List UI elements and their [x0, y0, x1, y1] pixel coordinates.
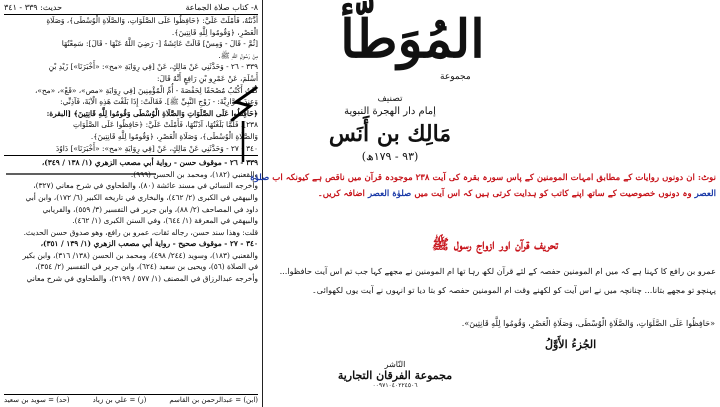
- footnote-line: ٣٤٠ - ٢٧ - موقوف صحيح - رواية أبي مصعب الزهري (١/ ١٣٩ / ٣٥١)،: [40, 239, 258, 249]
- notes-divider: [4, 155, 258, 156]
- left-page: [4, 2, 258, 405]
- footnote-line: في الصلاة (٥٦)، ويحيى بن سعيد (٦٢٤)، وابن جرير في التفسير (٢/ ٣٥٤)،: [35, 262, 258, 272]
- section-heading: تحریف قرآن اور ازواج رسول ﷺ: [432, 237, 558, 253]
- footnote-line: وأخرجه النسائي في مسند عائشة (٨٠)، والطحاوي في شرح معاني (٣٢٧)،: [33, 181, 258, 191]
- note-line: [250, 170, 716, 186]
- hadith-line: أَسْلَمَ، عَنْ عَمْرِو بْنِ رَافِعٍ أَنَّهُ قَالَ:: [157, 73, 258, 83]
- hadith-text: [4, 15, 258, 154]
- footnote-line: والقعنبي (١٨٣)، وسويد (٢٤٤/ ٤٩٨)، ومحمد بن الحسن (١٣٨/ ٣١٦)، وابن بكير: [22, 250, 258, 260]
- author-dates: (٩٣ - ١٧٩ھ): [361, 150, 419, 163]
- hadith-line: ٣٤٠ - ٢٧ - وَحَدَّثَنِي عَنْ مَالِكٍ، عَنْ [فِي رِوَايَةِ «مح»: «أَخْبَرَنَا»] دَاوُدَ: [55, 143, 258, 153]
- body-line: عمرو بن رافع کا کہنا ہے کہ میں ام المومنین حفصہ کے لئے قرآن لکھ رہا تھا ام المومنین نے مجھے کہا جب تم اس آیت حافظوا...: [279, 266, 716, 276]
- hadith-line: ٣٣٩ - ٢٦ - وَحَدَّثَنِي عَنْ مَالِكٍ، عَنْ [فِي رِوَايَةِ «مح»: «أَخْبَرَنَا»] زَيْدِ بْنِ: [48, 62, 258, 72]
- publisher-name: مجموعة الفرقان التجارية: [337, 369, 453, 382]
- hadith-line: أَذَّنَتُهُ، فَأَمْلَتْ عَلَيَّ: ﴿حَافِظُوا عَلَى الصَّلَوَاتِ، وَالصَّلَاةِ الْوُسْطَى﴾، وَصَلَاةِ: [46, 16, 258, 25]
- note-keyword: العصر: [694, 189, 716, 199]
- publisher-phone: ٠٠٩٧١٠٤٠٢٢٤٥٠٦: [372, 382, 418, 389]
- hadith-line: وَالصَّلَاةِ الْوُسْطَى﴾، وَصَلَاةِ الْعَصْرِ، ﴿وَقُومُوا لِلَّهِ قَانِتِينَ﴾.: [90, 131, 258, 141]
- footnote-line: والبيهقي في الكبرى (٢/ ٤٦٢)، والبخاري في تاريخه الكبير (٦/ ١٧٢)، وابن أبي: [25, 192, 258, 202]
- footnote-line: وأخرجه عبدالرزاق في المصنف (١/ ٥٧٧ / ٢١٩٩)، والطحاوي في شرح معاني: [26, 274, 258, 284]
- title-ornament-text: مجموعة: [440, 72, 471, 82]
- footnote-line: داود في المصاحف (٢/ ٨٨)، وابن جرير في التفسير (٣/ ٥٥٩)، والفريابي: [42, 204, 258, 214]
- hadith-line-verse: ﴿حَافِظُوا عَلَى الصَّلَوَاتِ وَالصَّلَاةِ الْوُسْطَى وَقُومُوا لِلَّهِ قَانِتِينَ﴾ [البقرة:: [46, 108, 258, 118]
- footer-abbrev: (ابن) = عبدالرحمن بن القاسم: [169, 396, 258, 404]
- hadith-line: الْعَصْرِ، ﴿وَقُومُوا لِلَّهِ قَانِتِينَ﴾.: [171, 27, 258, 37]
- hadith-line: ٢٣٨]. فَلَمَّا بَلَغْتُهَا، آذَنْتُهَا، فَأَمْلَتْ عَلَيَّ: ﴿حَافِظُوا عَلَى الصَّلَوَاتِ: [72, 120, 258, 130]
- footnote-line: ٣٣٩ - ٢٦ - موقوف حسن - رواية أبي مصعب الزهري (١/ ١٣٨ / ٣٤٩)،: [41, 158, 258, 168]
- footnote-line: قلت: وهذا سند حسن، رجاله ثقات، عمرو بن رافع، وهو صدوق حسن الحديث.: [23, 227, 258, 237]
- note-text: نوٹ: ان دونوں روایات کے مطابق امہات المومنین کے پاس سورہ بقرہ کی آیت ۲۳۸ موجودہ قرآن میں ناقص ہے کیونکہ اب: [272, 173, 716, 183]
- hadith-line: [ثُمَّ - قَالَ - وَمِسْ] قَالَتْ عَائِشَةُ [- رَضِيَ اللَّهُ عَنْهَا - قَالَ]: سَمِعْتُهَا: [61, 39, 258, 49]
- volume-label: الجُزءُ الأَوَّلُ: [545, 338, 597, 351]
- left-header-hadith-range: حديث: ٣٣٩ - ٣٤١: [4, 3, 63, 12]
- footer-abbrev: (حد) = سويد بن سعيد: [4, 396, 70, 404]
- publisher-label: النّاشر: [384, 360, 406, 369]
- hadith-line: وَعِندَ سَوَّارِيَّةَ: - زَوْجِ النَّبِيِّ ﷺ]. فَقَالَتْ: إِذَا بَلَغْتَ هَذِهِ الْآيَةَ، فَآذِنِّي:: [60, 97, 258, 107]
- footnote-line: والقعنبي (١٨٢)، ومحمد بن الحسن (٩٩٩).: [130, 169, 258, 179]
- note-line: [268, 186, 716, 202]
- left-page-footer: [4, 394, 258, 405]
- note-keyword: صلوٰة العصر: [367, 189, 412, 199]
- author-block: [290, 93, 490, 165]
- page-divider: [262, 0, 263, 407]
- note-text: اضافہ کریں۔: [317, 189, 365, 199]
- footnotes: [4, 157, 258, 285]
- author-label: تصنيف: [377, 94, 403, 104]
- note-keyword: صلوٰة: [250, 173, 270, 183]
- quoted-verse: «حَافِظُوا عَلَى الصَّلَوَاتِ، وَالصَّلَاةِ الْوُسْطَى، وَصَلَاةِ الْعَصْرِ، وَقُومُوا لِلَّهِ قَانِتِينَ».: [461, 319, 715, 328]
- urdu-body: [268, 262, 716, 300]
- note-text: وہ دونوں خصوصیت کے ساتھ اپنے کاتب کو ہدایت کرتی ہیں کہ اس آیت میں: [414, 189, 692, 199]
- hadith-line: كُنْتُ أَكْتُبُ مُصْحَفًا لِحَفْصَةَ - أُمِّ الْمُؤْمِنِينَ [فِي رِوَايَةِ «مص»، «قَعْ»، «مح»،: [34, 85, 258, 95]
- book-title: المُوَطّأ: [340, 9, 485, 70]
- author-epithet: إمام دار الهجرة النبوية: [344, 106, 436, 117]
- footnote-line: والبيهقي في المعرفة (١/ ٦٤٤)، وفي السنن الكبرى (١/ ٤٦٢).: [72, 216, 258, 226]
- left-page-header: [4, 2, 258, 15]
- urdu-note: [250, 170, 716, 202]
- publisher-block: [320, 360, 470, 389]
- footer-abbrev: (ز) = علي بن زياد: [92, 396, 147, 404]
- author-name: مَالِك بن أَنَس: [328, 121, 452, 147]
- body-line: پہنچو تو مجھے بتانا... چنانچہ میں نے اس آیت کو لکھنے وقت ام المومنین حفصہ کو بتا دیا تو انہوں نے آیت یوں لکھوائی۔: [311, 285, 716, 295]
- hadith-line: مِنْ رَسُولِ اللَّهِ ﷺ.: [218, 50, 258, 60]
- left-header-chapter: ٨- كتاب صلاة الجماعة: [185, 3, 258, 12]
